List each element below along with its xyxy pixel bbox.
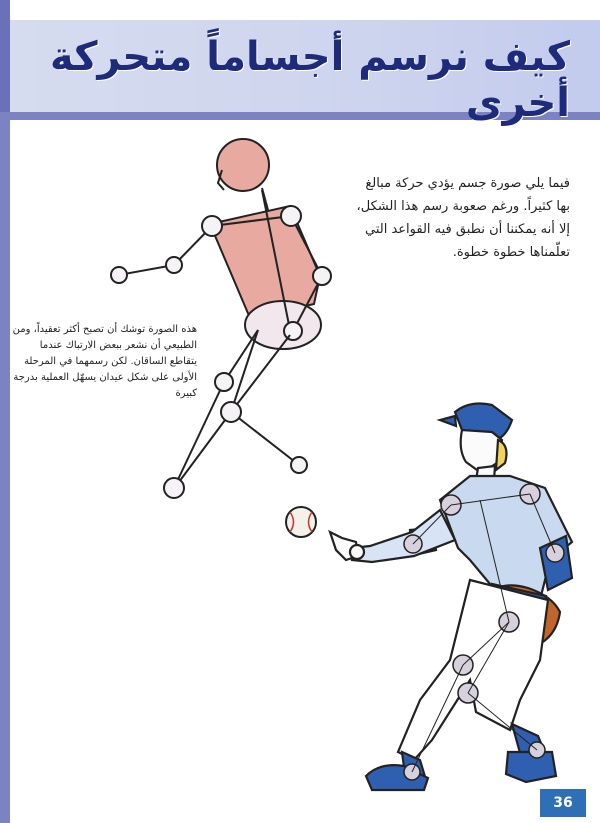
baseball-player-catching [330,404,572,790]
stick-figure-hips [245,301,321,349]
stick-figure-construction [111,139,331,498]
intro-paragraph: فيما يلي صورة جسم يؤدي حركة مبالغ بها كثيراً. ورغم صعوبة رسم هذا الشكل، إلا أنه يمكننا أن نطبق فيه القواعد التي تعلّمناها خطوة خطوة. [356,176,570,260]
stick-figure-head [217,139,269,191]
page-number: 36 [540,789,586,817]
baseball-icon [286,507,316,537]
stick-figure-torso [210,206,320,318]
page-title: كيف نرسم أجساماً متحركة أخرى [50,34,570,126]
side-note-paragraph: هذه الصورة توشك أن تصبح أكثر تعقيداً، ومن الطبيعي أن نشعر ببعض الارتباك عندما يتقاطع الساقان. لكن رسمهما في المرحلة الأولى على شكل عيدان يسهّل العملية بدرجة كبيرة [12,324,197,399]
